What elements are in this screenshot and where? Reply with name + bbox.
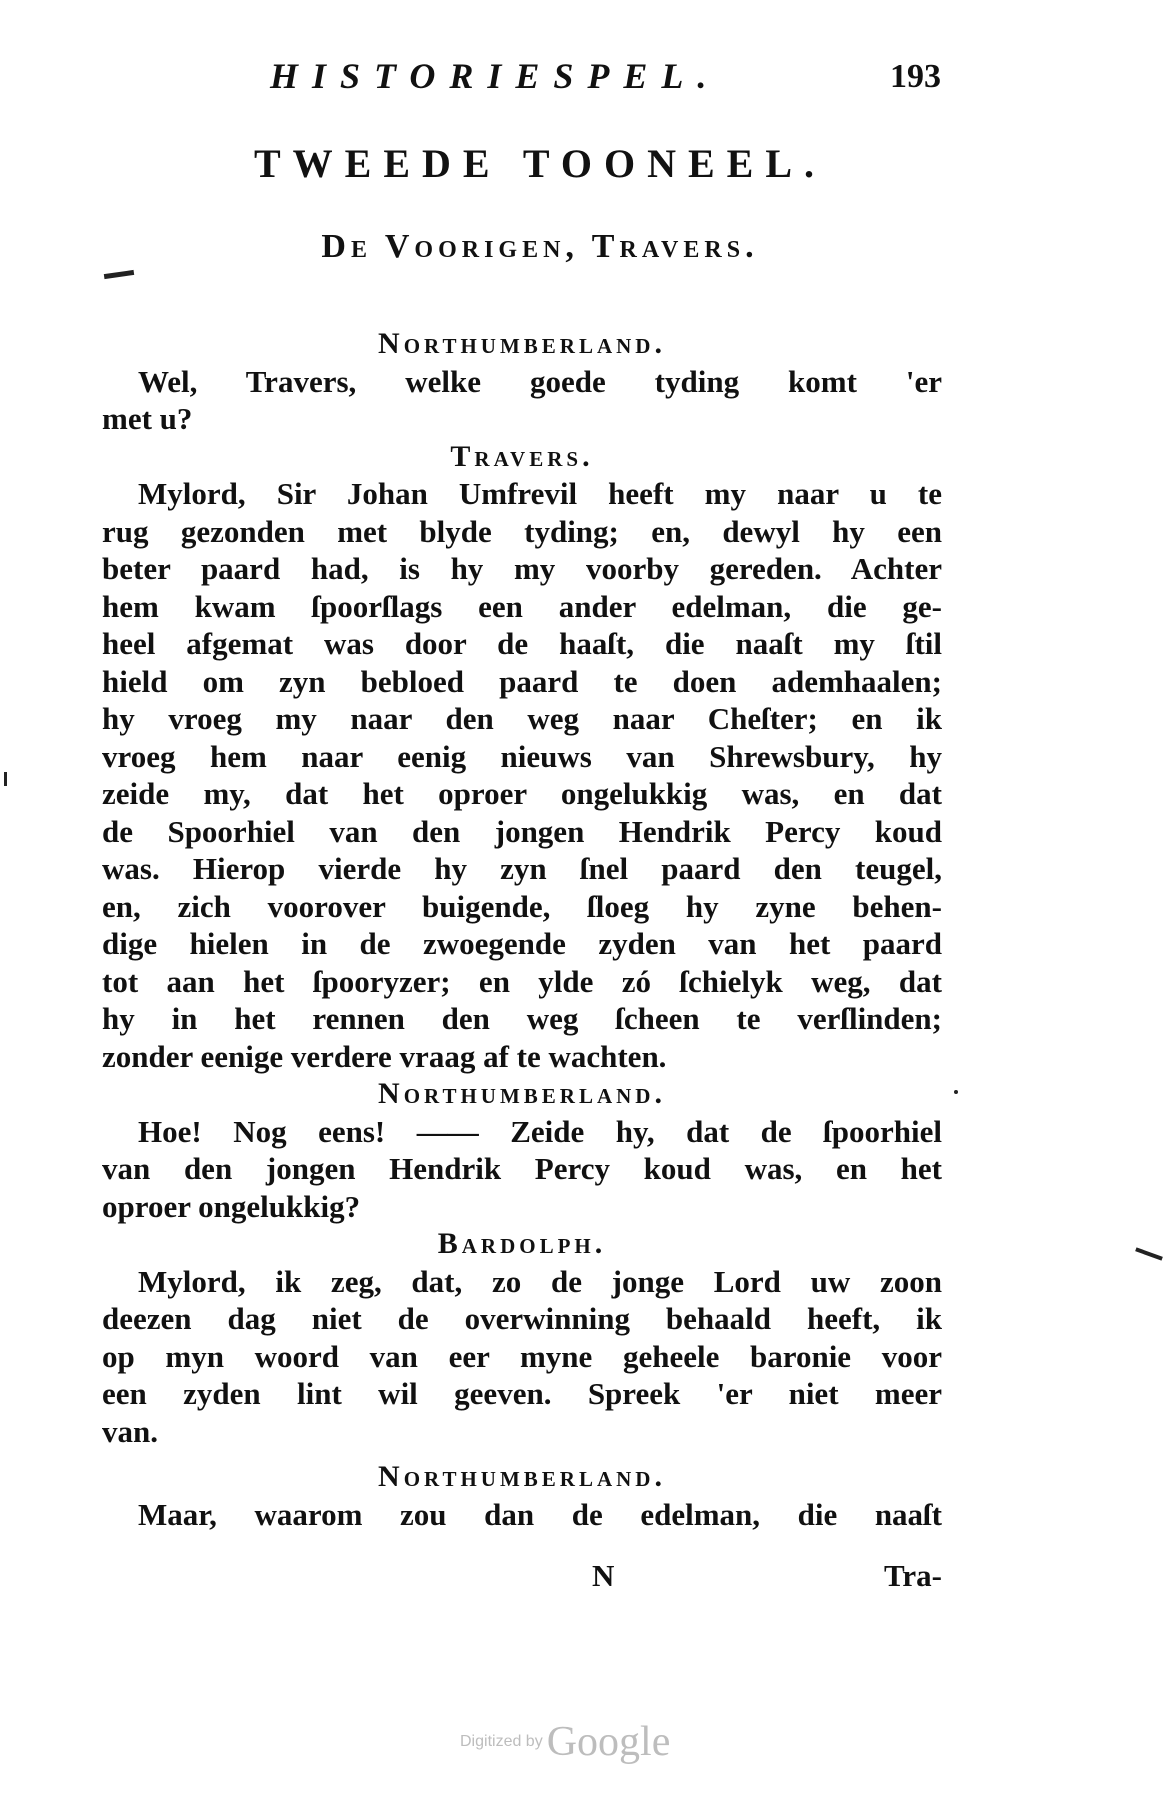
speech-line: heel afgemat was door de haaſt, die naaſt my ſtil — [102, 626, 942, 661]
speech-line: rug gezonden met blyde tyding; en, dewyl hy een — [102, 513, 942, 549]
scan-speck — [1135, 1247, 1163, 1260]
speech-line: zonder eenige verdere vraag af te wachten. — [102, 1038, 667, 1074]
speech-line: hy vroeg my naar den weg naar Cheſter; en ik — [102, 701, 942, 736]
scan-speck — [104, 270, 134, 279]
speech-line: van den jongen Hendrik Percy koud was, en het — [102, 1151, 942, 1186]
speech-line: op myn woord van eer myne geheele baronie voor — [102, 1338, 942, 1374]
scan-speck — [4, 772, 7, 786]
signature-mark: N — [592, 1558, 615, 1593]
speech-line: Mylord, Sir Johan Umfrevil heeft my naar u te — [138, 476, 942, 511]
page-number: 193 — [890, 58, 941, 95]
running-title: HISTORIESPEL. — [270, 56, 721, 96]
speech-line: hem kwam ſpoorſlags een ander edelman, die ge- — [102, 588, 942, 624]
digitization-watermark — [460, 1718, 670, 1766]
speech-line: Mylord, ik zeg, dat, zo de jonge Lord uw zoon — [138, 1263, 942, 1299]
catchword: Tra- — [884, 1558, 942, 1593]
speech-block — [102, 1263, 942, 1451]
speaker-name: Northumberland. — [378, 1077, 666, 1110]
speaker-name: Northumberland. — [378, 1460, 666, 1493]
speech-line: Wel, Travers, welke goede tyding komt 'er — [138, 363, 942, 399]
speaker-name: Northumberland. — [378, 327, 666, 360]
dialogue-text — [102, 325, 942, 1533]
speech-line: deezen dag niet de overwinning behaald heeft, ik — [102, 1301, 942, 1336]
speech-line: dige hielen in de zwoegende zyden van het paard — [102, 926, 942, 961]
watermark-prefix: Digitized by — [460, 1733, 543, 1750]
scan-speck — [954, 1090, 958, 1094]
scene-title: TWEEDE TOONEEL. — [254, 141, 826, 186]
speech-line: van. — [102, 1413, 158, 1449]
speech-line: met u? — [102, 401, 193, 436]
scene-characters: De Voorigen, Travers. — [321, 228, 759, 265]
speech-line: en, zich voorover buigende, ſloeg hy zyne behen- — [102, 888, 942, 924]
speech-line: beter paard had, is hy my voorby gereden. Achter — [102, 551, 942, 586]
speaker-name: Travers. — [450, 439, 594, 473]
speech-block — [102, 475, 942, 1075]
speech-line: was. Hierop vierde hy zyn ſnel paard den teugel, — [102, 851, 942, 886]
speech-line: vroeg hem naar eenig nieuws van Shrewsbury, hy — [102, 738, 942, 774]
speech-block — [102, 363, 942, 438]
speech-line: de Spoorhiel van den jongen Hendrik Percy koud — [102, 813, 942, 849]
speech-line: hy in het rennen den weg ſcheen te verſlinden; — [102, 1001, 942, 1036]
speech-block — [102, 1496, 942, 1534]
speech-line: een zyden lint wil geeven. Spreek 'er niet meer — [102, 1376, 942, 1411]
speech-block — [102, 1113, 942, 1226]
google-logo: Google — [546, 1719, 671, 1765]
speaker-name: Bardolph. — [437, 1227, 607, 1260]
speech-line: tot aan het ſpooryzer; en ylde zó ſchielyk weg, dat — [102, 963, 942, 999]
speech-line: Maar, waarom zou dan de edelman, die naaſt — [138, 1496, 942, 1532]
speech-line: zeide my, dat het oproer ongelukkig was, en dat — [102, 776, 942, 811]
speech-line: Hoe! Nog eens! —— Zeide hy, dat de ſpoorhiel — [138, 1113, 942, 1149]
speech-line: oproer ongelukkig? — [102, 1188, 361, 1224]
speech-line: hield om zyn bebloed paard te doen ademhaalen; — [102, 663, 942, 699]
